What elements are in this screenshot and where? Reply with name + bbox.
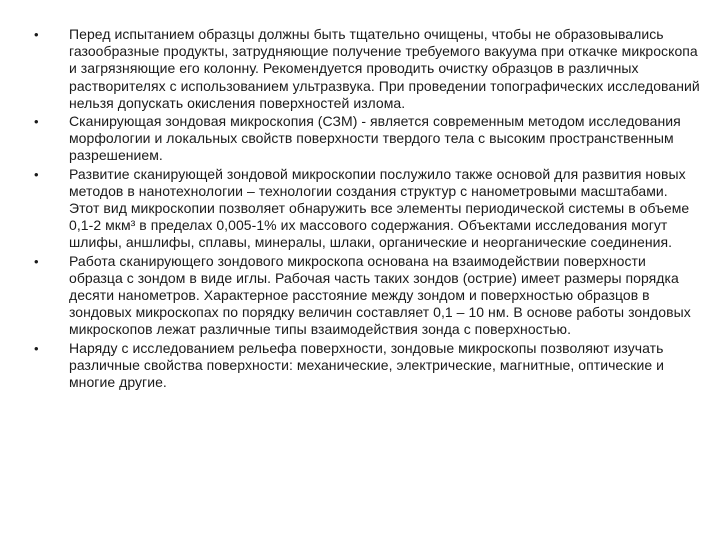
bullet-dot-icon: • (34, 340, 39, 356)
bullet-item-szm-definition (34, 113, 702, 165)
bullet-text: Работа сканирующего зондового микроскопа основана на взаимодействии поверхности образца с зондом в виде иглы. Рабочая часть таких зондов (острие) имеет размеры порядка десяти нанометров. Характерное расстояние между зондом и поверхностью образцов в зондовых микроскопах по порядку величин составляет 0,1 – 10 нм. В основе работы зондовых микроскопов лежат различные типы взаимодействия зонда с поверхностью. (69, 252, 691, 338)
bullet-dot-icon: • (34, 253, 39, 269)
bullet-text: Наряду с исследованием рельефа поверхности, зондовые микроскопы позволяют изучать различные свойства поверхности: механические, электрические, магнитные, оптические и многие другие. (69, 339, 664, 391)
bullet-item-surface-properties (34, 340, 702, 392)
bullet-item-nanotechnology (34, 166, 702, 252)
bullet-list (34, 26, 702, 392)
bullet-dot-icon: • (34, 27, 39, 42)
bullet-item-sample-cleaning (34, 26, 702, 112)
bullet-text: Развитие сканирующей зондовой микроскопии послужило также основой для развития новых методов в нанотехнологии – технологии создания структур с нанометровыми масштабами. Этот вид микроскопии позволяет обнаружить все элементы периодической системы в объеме 0,1-2 мкм³ в пределах 0,005-1% их массового содержания. Объектами исследования могут шлифы, аншлифы, сплавы, минералы, шлаки, органические и неорганические соединения. (69, 165, 690, 251)
bullet-dot-icon: • (34, 114, 39, 130)
bullet-dot-icon: • (34, 166, 39, 182)
bullet-item-probe-operation (34, 253, 702, 339)
bullet-text: Сканирующая зондовая микроскопия (СЗМ) - является современным методом исследования морфологии и локальных свойств поверхности твердого тела с высоким пространственным разрешением. (69, 113, 681, 164)
bullet-text: Перед испытанием образцы должны быть тщательно очищены, чтобы не образовывались газообразные продукты, затрудняющие получение требуемого вакуума при откачке микроскопа и загрязняющие его колонну. Рекомендуется проводить очистку образцов в различных растворителях с использованием ультразвука. При проведении топографических исследований нельзя допускать окисления поверхностей излома. (69, 26, 700, 111)
